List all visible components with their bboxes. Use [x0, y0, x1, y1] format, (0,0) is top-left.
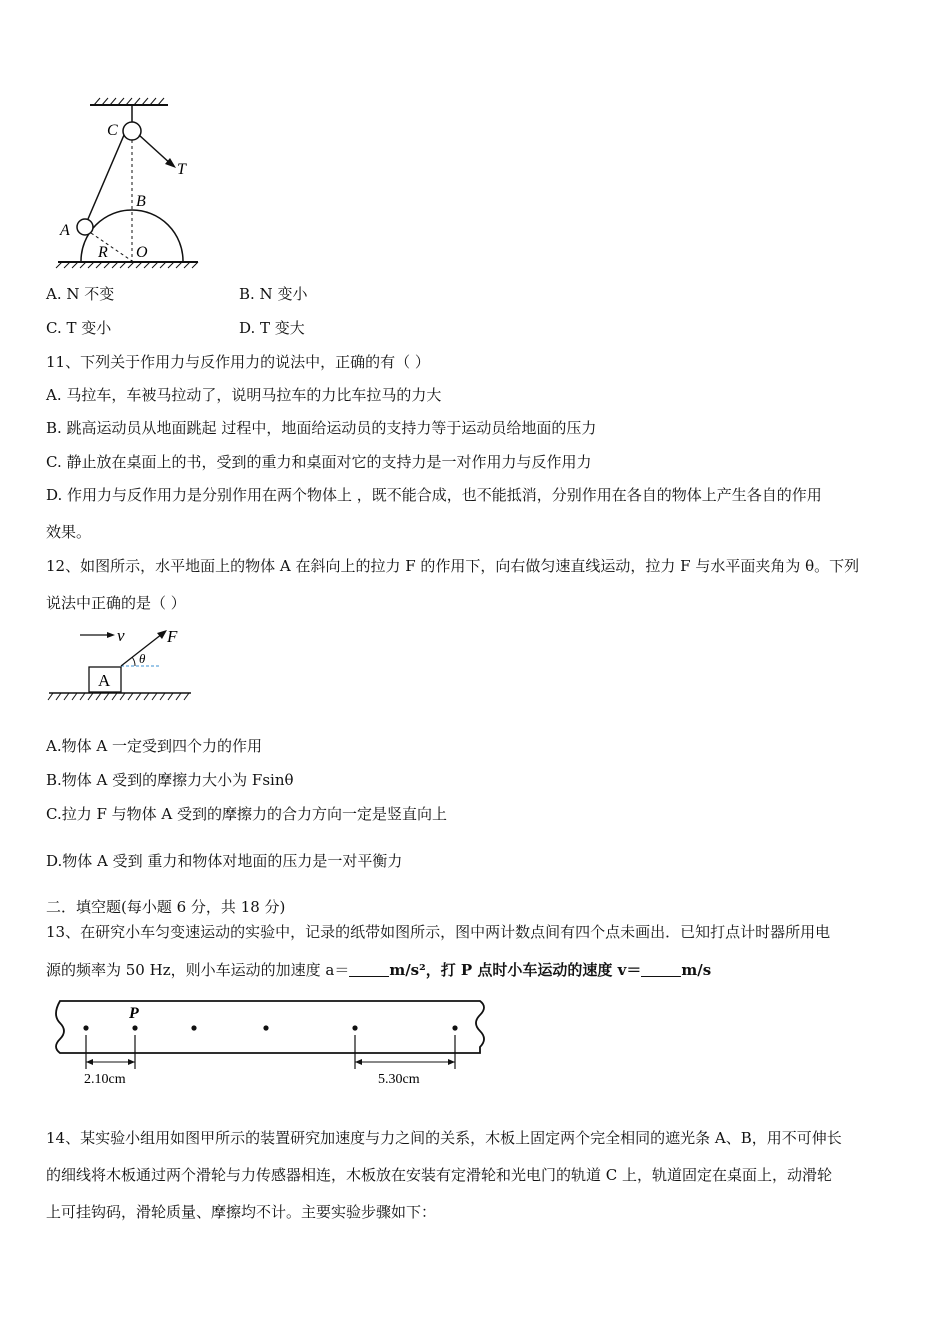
tape-dot — [352, 1025, 357, 1030]
tape-dot — [263, 1025, 268, 1030]
fig-label-r: R — [98, 244, 108, 261]
fig-label-o: O — [136, 244, 148, 261]
ticker-tape-figure — [48, 995, 498, 1090]
q10-option-b: B. N 变小 — [239, 285, 308, 303]
fig-label-v: v — [117, 626, 125, 645]
q10-option-d: D. T 变大 — [239, 319, 305, 337]
q14-line1: 14、某实验小组用如图甲所示的装置研究加速度与力之间的关系，木板上固定两个完全相同的遮光条 A、B，用不可伸长 — [46, 1129, 842, 1147]
q14-line3: 上可挂钩码，滑轮质量、摩擦均不计。主要实验步骤如下： — [46, 1203, 437, 1221]
answer-blank-acceleration[interactable] — [349, 962, 389, 977]
q13-line2-text-a: 源的频率为 50 Hz，则小车运动的加速度 a＝ — [46, 961, 350, 979]
fig-label-a: A — [60, 222, 70, 239]
tape-dot-p — [132, 1025, 137, 1030]
fig-label-d1: 2.10cm — [84, 1072, 126, 1087]
q11-option-a: A. 马拉车，车被马拉动了，说明马拉车的力比车拉马的力大 — [46, 386, 442, 404]
q11-stem: 11、下列关于作用力与反作用力的说法中，正确的有（ ） — [46, 353, 430, 371]
fig-label-t: T — [177, 161, 186, 178]
q14-line2: 的细线将木板通过两个滑轮与力传感器相连，木板放在安装有定滑轮和光电门的轨道 C 上，轨道固定在桌面上，动滑轮 — [46, 1166, 833, 1184]
q12-stem-line2: 说法中正确的是（ ） — [46, 594, 186, 612]
fig-label-c: C — [107, 122, 118, 139]
q13-line2-text-c: m/s — [681, 961, 712, 979]
fig-label-theta: θ — [139, 651, 146, 666]
q13-line2 — [46, 960, 711, 980]
q13-line1: 13、在研究小车匀变速运动的实验中，记录的纸带如图所示，图中两计数点间有四个点未画出．已知打点计时器所用电 — [46, 923, 831, 941]
q10-option-a: A. N 不变 — [46, 285, 115, 303]
q11-option-c: C. 静止放在桌面上的书，受到的重力和桌面对它的支持力是一对作用力与反作用力 — [46, 453, 592, 471]
q13-line2-text-b: m/s²，打 P 点时小车运动的速度 v＝ — [389, 961, 642, 979]
tape-dot — [452, 1025, 457, 1030]
q11-option-d: D. 作用力与反作用力是分别作用在两个物体上 ，既不能合成，也不能抵消，分别作用在各自的物体上产生各自的作用 — [46, 486, 822, 504]
q12-option-c: C.拉力 F 与物体 A 受到的摩擦力的合力方向一定是竖直向上 — [46, 805, 448, 823]
fig-label-box: A — [98, 671, 111, 690]
tape-dot — [83, 1025, 88, 1030]
q12-option-b: B.物体 A 受到的摩擦力大小为 Fsinθ — [46, 771, 294, 789]
fig-label-f: F — [167, 627, 178, 646]
q12-option-a: A.物体 A 一定受到四个力的作用 — [46, 737, 262, 755]
tape-dot — [191, 1025, 196, 1030]
fig-label-b: B — [136, 193, 146, 210]
answer-blank-velocity[interactable] — [641, 962, 681, 977]
q12-option-d: D.物体 A 受到 重力和物体对地面的压力是一对平衡力 — [46, 852, 403, 870]
pulley-hemisphere-figure — [50, 95, 210, 270]
q11-option-d-cont: 效果。 — [46, 523, 92, 541]
q10-option-c: C. T 变小 — [46, 319, 112, 337]
q11-option-b: B. 跳高运动员从地面跳起 过程中，地面给运动员的支持力等于运动员给地面的压力 — [46, 419, 597, 437]
section-heading: 二．填空题(每小题 6 分，共 18 分) — [46, 898, 286, 916]
block-force-figure — [45, 622, 205, 707]
fig-label-d2: 5.30cm — [378, 1072, 420, 1087]
q12-stem-line1: 12、如图所示，水平地面上的物体 A 在斜向上的拉力 F 的作用下，向右做匀速直线运动，拉力 F 与水平面夹角为 θ。下列 — [46, 557, 860, 575]
fig-label-p: P — [129, 1005, 139, 1022]
